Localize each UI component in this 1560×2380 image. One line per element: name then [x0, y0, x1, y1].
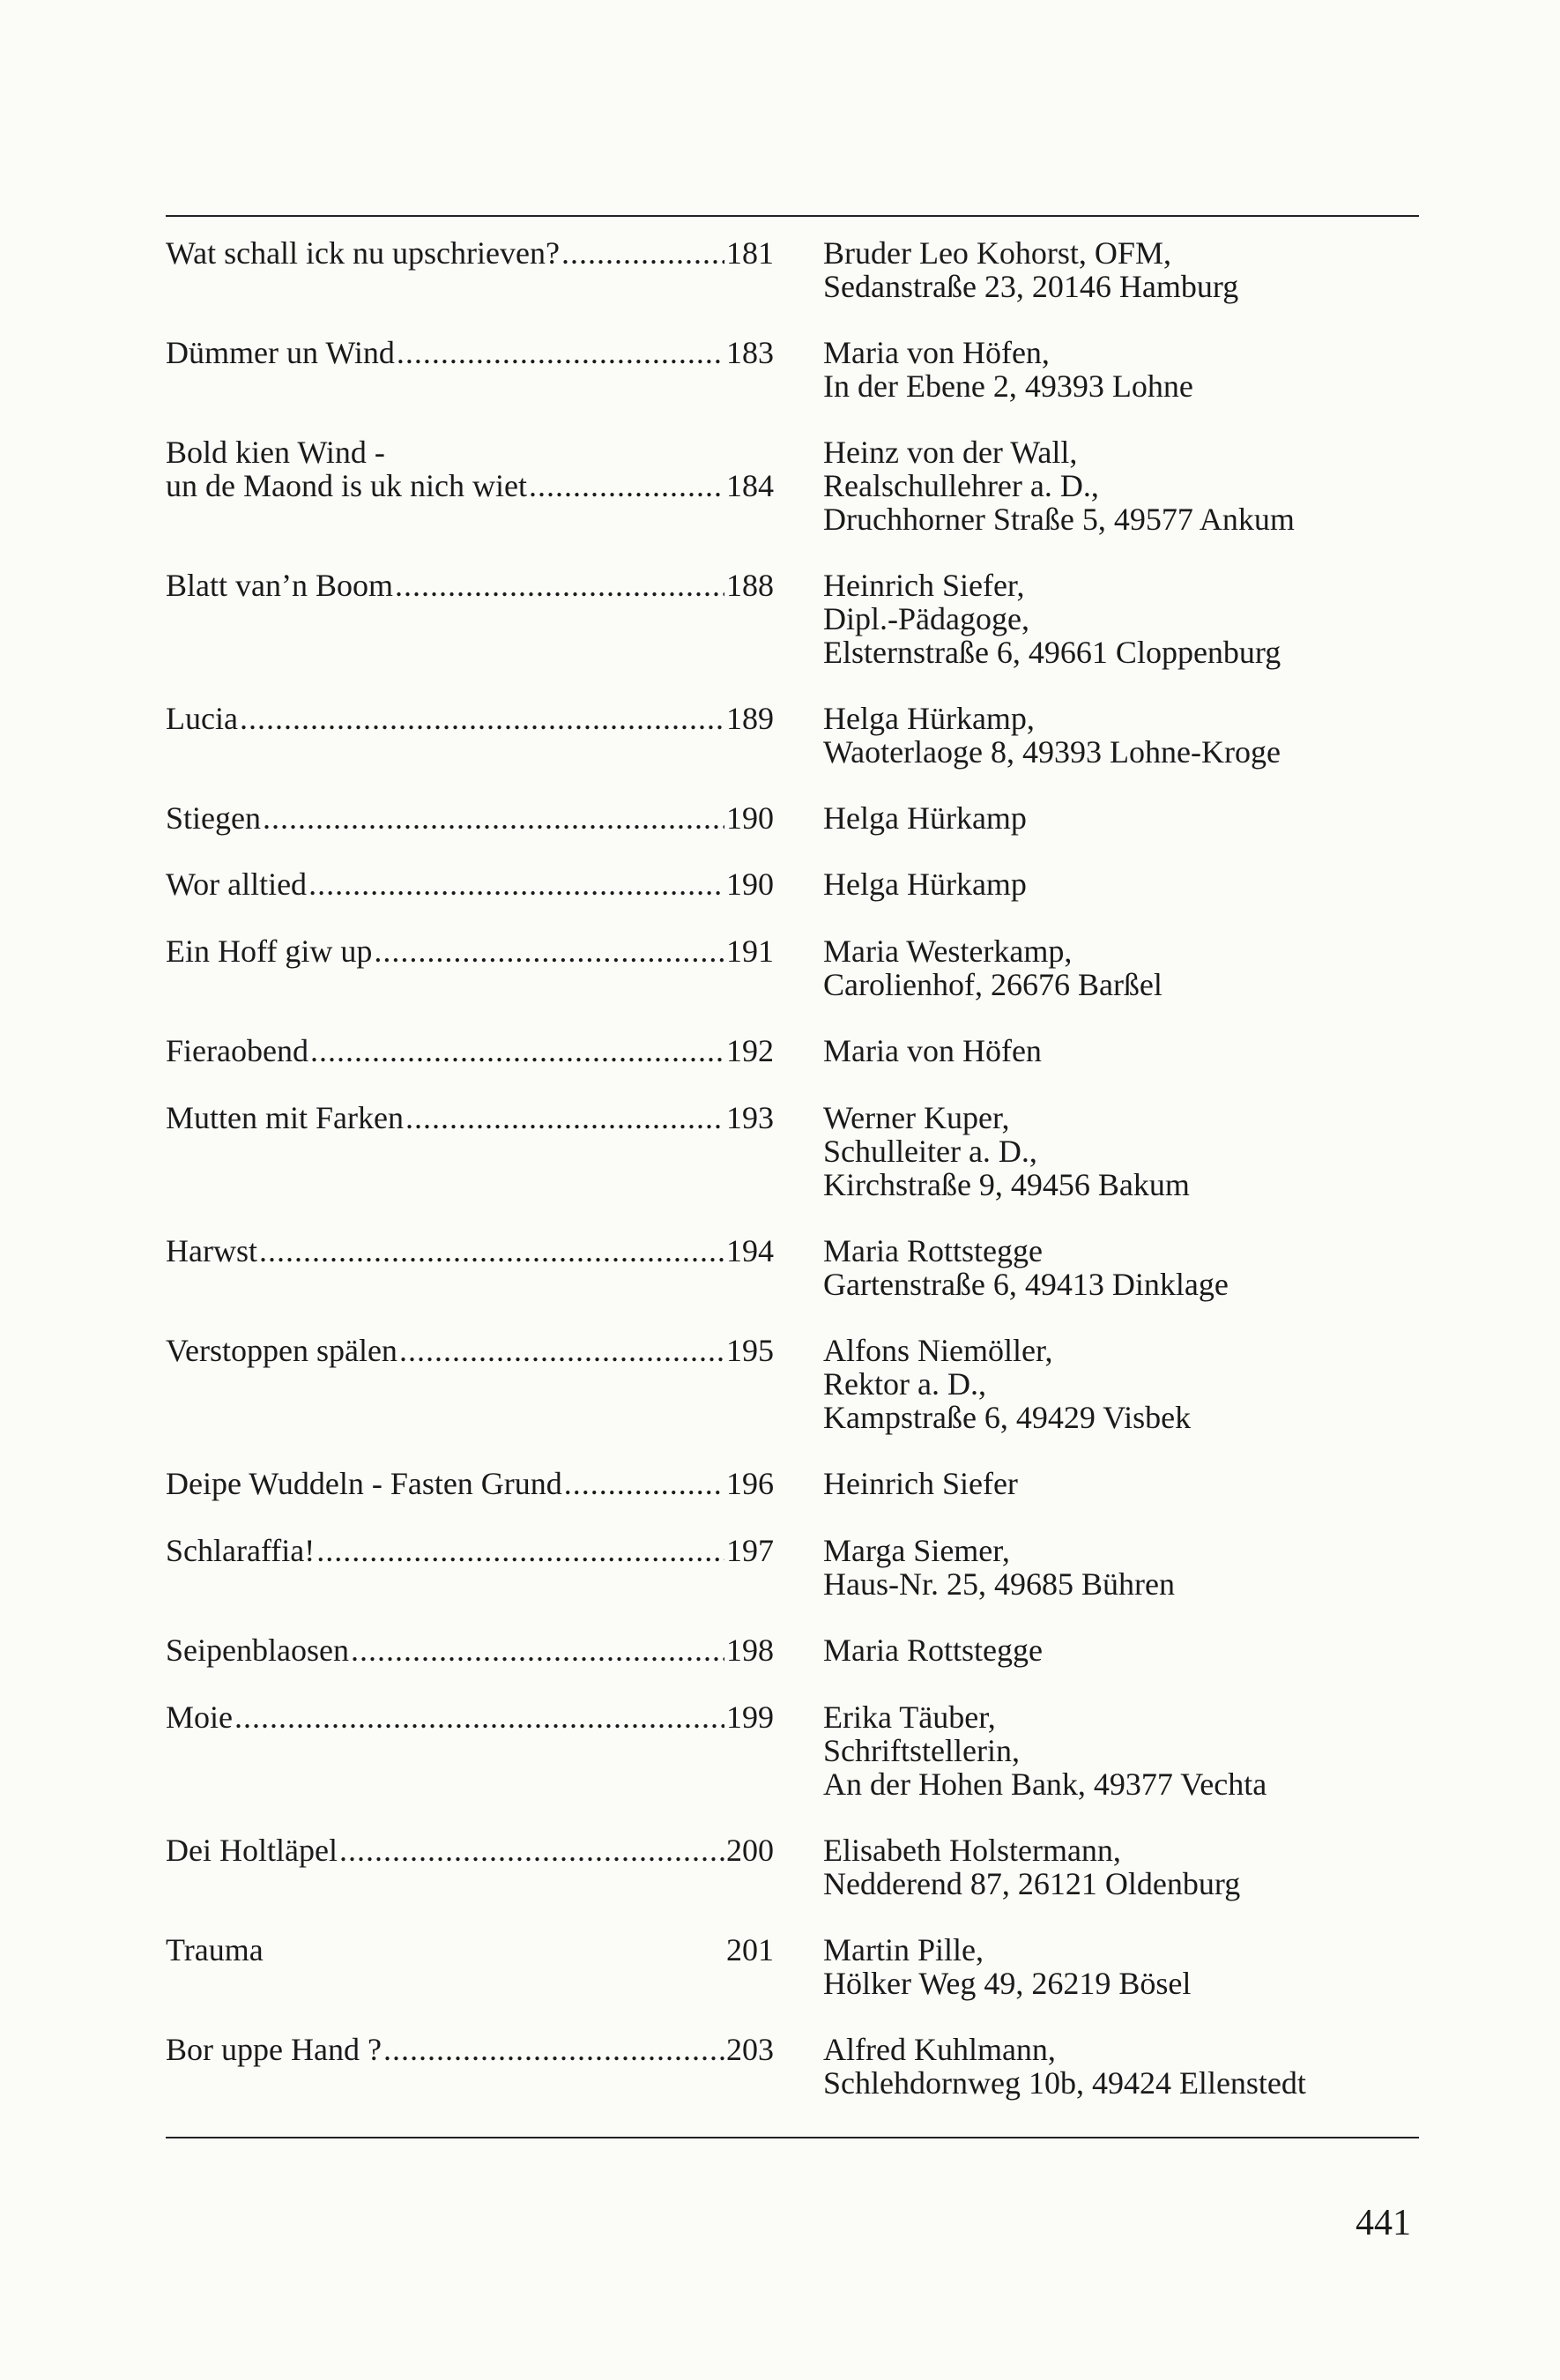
entry-title: Wat schall ick nu upschrieven?	[166, 235, 560, 271]
entry-title-block	[166, 336, 774, 369]
entry-title: Dümmer un Wind	[166, 335, 395, 370]
entry-author-block	[823, 1467, 1423, 1500]
entry-author-line: Heinz von der Wall,	[823, 435, 1078, 470]
entry-title: Moie	[166, 1699, 233, 1735]
entry-author-line: Carolienhof, 26676 Barßel	[823, 967, 1163, 1002]
entry-title-block	[166, 2033, 774, 2066]
dot-leader	[339, 1833, 724, 1867]
entry-author-line: Schriftstellerin,	[823, 1733, 1020, 1768]
entry-author-block	[823, 801, 1423, 835]
page-number: 441	[1356, 2203, 1411, 2243]
entry-title-block	[166, 1467, 774, 1500]
dot-leader	[259, 1234, 724, 1268]
dot-leader	[316, 1534, 724, 1567]
entry-author-line: Kampstraße 6, 49429 Visbek	[823, 1400, 1192, 1435]
entry-author-block	[823, 1334, 1423, 1434]
entry-title-block	[166, 1534, 774, 1567]
entry-author-line: Alfred Kuhlmann,	[823, 2032, 1056, 2067]
entry-author-line: Heinrich Siefer	[823, 1466, 1018, 1501]
entry-author-line: Schulleiter a. D.,	[823, 1134, 1037, 1169]
entry-title-block	[166, 1700, 774, 1734]
entry-author-line: An der Hohen Bank, 49377 Vechta	[823, 1766, 1267, 1802]
entry-title: Lucia	[166, 701, 238, 736]
dot-leader	[383, 2033, 724, 2066]
entry-author-line: Waoterlaoge 8, 49393 Lohne-Kroge	[823, 734, 1281, 770]
entry-author-line: Marga Siemer,	[823, 1533, 1010, 1568]
entry-page-number: 189	[726, 701, 774, 736]
entry-page-number: 190	[726, 866, 774, 902]
entry-author-line: Elisabeth Holstermann,	[823, 1833, 1121, 1868]
dot-leader	[561, 236, 724, 270]
dot-leader	[234, 1700, 724, 1734]
entry-title-block	[166, 1833, 774, 1867]
entry-title: Bor uppe Hand ?	[166, 2032, 382, 2067]
entry-author-block	[823, 1234, 1423, 1301]
entry-author-line: Realschullehrer a. D.,	[823, 468, 1099, 503]
entry-author-line: Alfons Niemöller,	[823, 1333, 1053, 1368]
entry-author-line: Schlehdornweg 10b, 49424 Ellenstedt	[823, 2065, 1306, 2101]
entry-author-line: In der Ebene 2, 49393 Lohne	[823, 368, 1193, 404]
entry-author-line: Bruder Leo Kohorst, OFM,	[823, 235, 1171, 271]
entry-author-line: Maria von Höfen	[823, 1033, 1042, 1068]
entry-author-line: Nedderend 87, 26121 Oldenburg	[823, 1866, 1241, 1901]
entry-title: Seipenblaosen	[166, 1633, 349, 1668]
entry-page-number: 199	[726, 1699, 774, 1735]
entry-author-line: Maria Westerkamp,	[823, 933, 1073, 969]
dot-leader	[395, 569, 724, 602]
entry-page-number: 195	[726, 1333, 774, 1368]
entry-author-block	[823, 702, 1423, 769]
entry-author-block	[823, 569, 1423, 669]
entry-author-block	[823, 1633, 1423, 1667]
dot-leader	[564, 1467, 724, 1500]
entry-page-number: 203	[726, 2032, 774, 2067]
entry-title: un de Maond is uk nich wiet	[166, 468, 527, 503]
entry-author-line: Heinrich Siefer,	[823, 568, 1025, 603]
entry-title-block	[166, 702, 774, 735]
entry-author-block	[823, 934, 1423, 1001]
entry-author-line: Druchhorner Straße 5, 49577 Ankum	[823, 502, 1295, 537]
entry-author-line: Helga Hürkamp	[823, 866, 1027, 902]
entry-author-block	[823, 1833, 1423, 1900]
entry-author-line: Maria Rottstegge	[823, 1633, 1043, 1668]
dot-leader	[240, 702, 724, 735]
top-rule	[166, 215, 1419, 217]
entry-author-line: Rektor a. D.,	[823, 1366, 986, 1402]
entry-title: Dei Holtläpel	[166, 1833, 338, 1868]
entry-title: Verstoppen spälen	[166, 1333, 397, 1368]
entry-title-block	[166, 934, 774, 968]
entry-author-line: Dipl.-Pädagoge,	[823, 601, 1029, 636]
entry-author-line: Erika Täuber,	[823, 1699, 996, 1735]
entry-author-block	[823, 1933, 1423, 2000]
entry-title-block	[166, 801, 774, 835]
entry-title-block	[166, 1034, 774, 1067]
entry-title-block	[166, 569, 774, 602]
entry-title-block	[166, 1633, 774, 1667]
entry-title-block	[166, 1933, 774, 1967]
entry-author-block	[823, 2033, 1423, 2100]
entry-author-line: Hölker Weg 49, 26219 Bösel	[823, 1966, 1192, 2001]
entry-author-line: Helga Hürkamp,	[823, 701, 1035, 736]
entry-author-line: Sedanstraße 23, 20146 Hamburg	[823, 269, 1239, 304]
entry-title-block	[166, 435, 774, 502]
entry-title-block	[166, 867, 774, 901]
entry-author-line: Elsternstraße 6, 49661 Cloppenburg	[823, 635, 1281, 670]
entry-author-block	[823, 1101, 1423, 1201]
entry-title: Wor alltied	[166, 866, 308, 902]
entry-title: Fieraobend	[166, 1033, 308, 1068]
dot-leader	[351, 1633, 724, 1667]
entry-page-number: 188	[726, 568, 774, 603]
dot-leader	[529, 469, 724, 502]
entry-author-line: Kirchstraße 9, 49456 Bakum	[823, 1167, 1190, 1202]
entry-title: Mutten mit Farken	[166, 1100, 404, 1135]
entry-author-line: Maria Rottstegge	[823, 1233, 1043, 1268]
entry-title-block	[166, 1334, 774, 1367]
dot-leader	[399, 1334, 724, 1367]
dot-leader	[308, 867, 724, 901]
entry-title-block	[166, 236, 774, 270]
entry-page-number: 184	[726, 468, 774, 503]
entry-author-line: Helga Hürkamp	[823, 800, 1027, 836]
entry-title: Harwst	[166, 1233, 257, 1268]
dot-leader	[397, 336, 724, 369]
entry-page-number: 190	[726, 800, 774, 836]
dot-leader	[310, 1034, 724, 1067]
entry-page-number: 200	[726, 1833, 774, 1868]
entry-title: Blatt van’n Boom	[166, 568, 393, 603]
entry-title: Bold kien Wind -	[166, 435, 385, 470]
dot-leader	[374, 934, 724, 968]
entry-page-number: 192	[726, 1033, 774, 1068]
dot-leader	[263, 801, 724, 835]
entry-author-block	[823, 336, 1423, 403]
entry-author-block	[823, 236, 1423, 303]
entry-page-number: 197	[726, 1533, 774, 1568]
entry-author-block	[823, 1700, 1423, 1801]
entry-title-block	[166, 1101, 774, 1134]
entry-author-line: Gartenstraße 6, 49413 Dinklage	[823, 1267, 1229, 1302]
entry-author-block	[823, 1034, 1423, 1067]
entry-author-block	[823, 867, 1423, 901]
entry-title-block	[166, 1234, 774, 1268]
entry-page-number: 183	[726, 335, 774, 370]
entry-page-number: 181	[726, 235, 774, 271]
entry-author-line: Werner Kuper,	[823, 1100, 1010, 1135]
entry-title: Deipe Wuddeln - Fasten Grund	[166, 1466, 562, 1501]
entry-author-block	[823, 1534, 1423, 1601]
entry-page-number: 201	[726, 1932, 774, 1967]
entry-author-line: Martin Pille,	[823, 1932, 984, 1967]
entry-author-line: Haus-Nr. 25, 49685 Bühren	[823, 1566, 1175, 1602]
entry-title: Ein Hoff giw up	[166, 933, 373, 969]
entry-title: Schlaraffia!	[166, 1533, 316, 1568]
entry-page-number: 196	[726, 1466, 774, 1501]
bottom-rule	[166, 2137, 1419, 2138]
entry-title: Trauma	[166, 1932, 264, 1967]
entry-author-line: Maria von Höfen,	[823, 335, 1050, 370]
entry-author-block	[823, 435, 1423, 536]
entry-page-number: 194	[726, 1233, 774, 1268]
entry-page-number: 191	[726, 933, 774, 969]
entry-title: Stiegen	[166, 800, 261, 836]
entry-page-number: 198	[726, 1633, 774, 1668]
dot-leader	[405, 1101, 724, 1134]
entry-page-number: 193	[726, 1100, 774, 1135]
